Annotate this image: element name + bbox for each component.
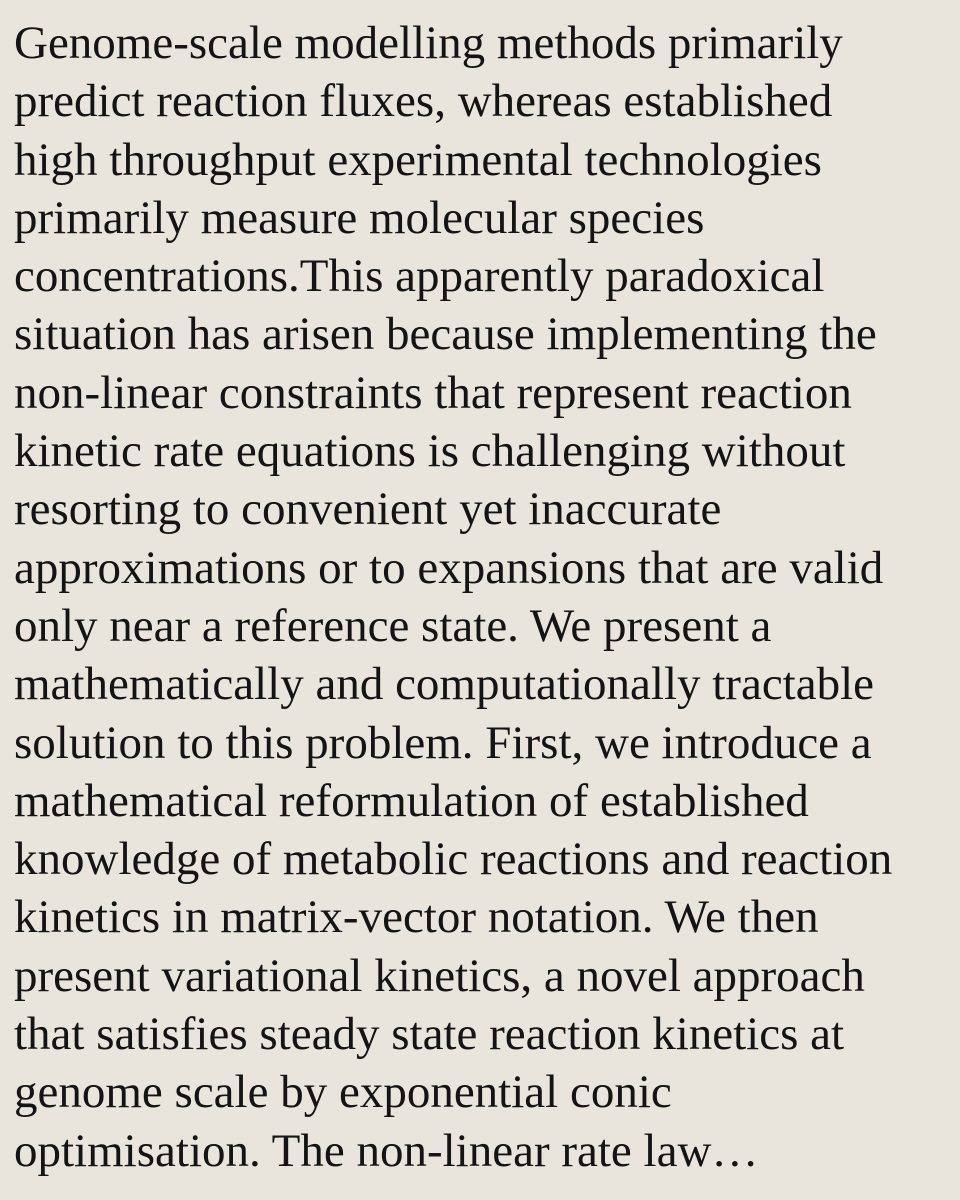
abstract-line: genome scale by exponential conic <box>14 1066 672 1119</box>
abstract-paragraph <box>14 14 960 1180</box>
abstract-line: only near a reference state. We present a <box>14 599 772 652</box>
abstract-line: approximations or to expansions that are valid <box>14 541 884 594</box>
abstract-line: optimisation. The non-linear rate law… <box>14 1124 759 1177</box>
abstract-line: situation has arisen because implementing the <box>14 308 877 361</box>
abstract-line: knowledge of metabolic reactions and reaction <box>14 833 893 886</box>
abstract-line: mathematical reformulation of established <box>14 774 809 827</box>
abstract-line: non-linear constraints that represent reaction <box>14 366 852 419</box>
abstract-line: mathematically and computationally tractable <box>14 658 875 711</box>
abstract-line: kinetics in matrix-vector notation. We then <box>14 891 819 944</box>
abstract-line: present variational kinetics, a novel approach <box>14 949 865 1002</box>
abstract-line: resorting to convenient yet inaccurate <box>14 483 722 536</box>
abstract-line: solution to this problem. First, we introduce a <box>14 716 872 769</box>
abstract-line: high throughput experimental technologies <box>14 133 822 186</box>
abstract-line: predict reaction fluxes, whereas established <box>14 75 833 128</box>
abstract-line: primarily measure molecular species <box>14 191 705 244</box>
abstract-line: concentrations.This apparently paradoxical <box>14 250 825 303</box>
abstract-line: Genome-scale modelling methods primarily <box>14 17 843 69</box>
abstract-line: that satisfies steady state reaction kinetics at <box>14 1008 845 1061</box>
abstract-line: kinetic rate equations is challenging without <box>14 425 846 478</box>
